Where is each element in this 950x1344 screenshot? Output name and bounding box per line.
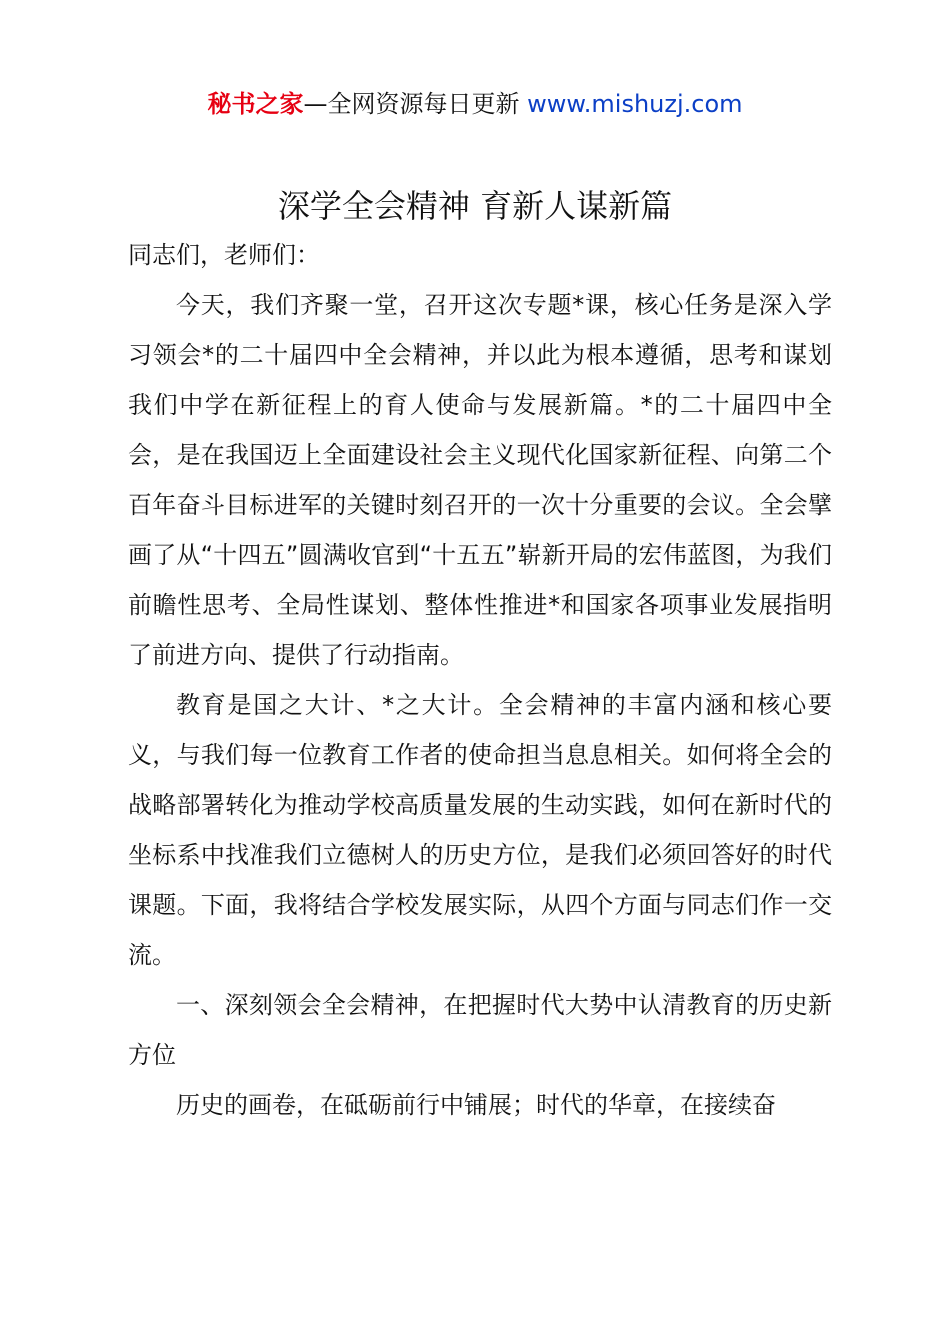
site-header (0, 88, 950, 120)
paragraph-history: 历史的画卷，在砥砺前行中铺展；时代的华章，在接续奋 (176, 1091, 776, 1119)
document-body (128, 230, 832, 1130)
paragraph-opening: 今天，我们齐聚一堂，召开这次专题*课，核心任务是深入学习领会*的二十届四中全会精神，并以此为根本遵循，思考和谋划我们中学在新征程上的育人使命与发展新篇。*的二十届四中全会，是在我国迈上全面建设社会主义现代化国家新征程、向第二个百年奋斗目标进军的关键时刻召开的一次十分重要的会议。全会擘画了从“十四五”圆满收官到“十五五”崭新开局的宏伟蓝图，为我们前瞻性思考、全局性谋划、整体性推进*和国家各项事业发展指明了前进方向、提供了行动指南。 (128, 291, 832, 669)
section-heading-1: 一、深刻领会全会精神，在把握时代大势中认清教育的历史新方位 (128, 991, 832, 1069)
site-brand: 秘书之家 (207, 90, 304, 118)
document-title: 深学全会精神 育新人谋新篇 (277, 187, 673, 225)
header-separator: — (303, 90, 328, 118)
header-tagline: 全网资源每日更新 (327, 90, 520, 118)
greeting: 同志们，老师们： (128, 241, 320, 269)
paragraph-education: 教育是国之大计、*之大计。全会精神的丰富内涵和核心要义，与我们每一位教育工作者的使命担当息息相关。如何将全会的战略部署转化为推动学校高质量发展的生动实践，如何在新时代的坐标系中找准我们立德树人的历史方位，是我们必须回答好的时代课题。下面，我将结合学校发展实际，从四个方面与同志们作一交流。 (128, 691, 832, 969)
site-url-link[interactable]: www.mishuzj.com (527, 90, 743, 118)
